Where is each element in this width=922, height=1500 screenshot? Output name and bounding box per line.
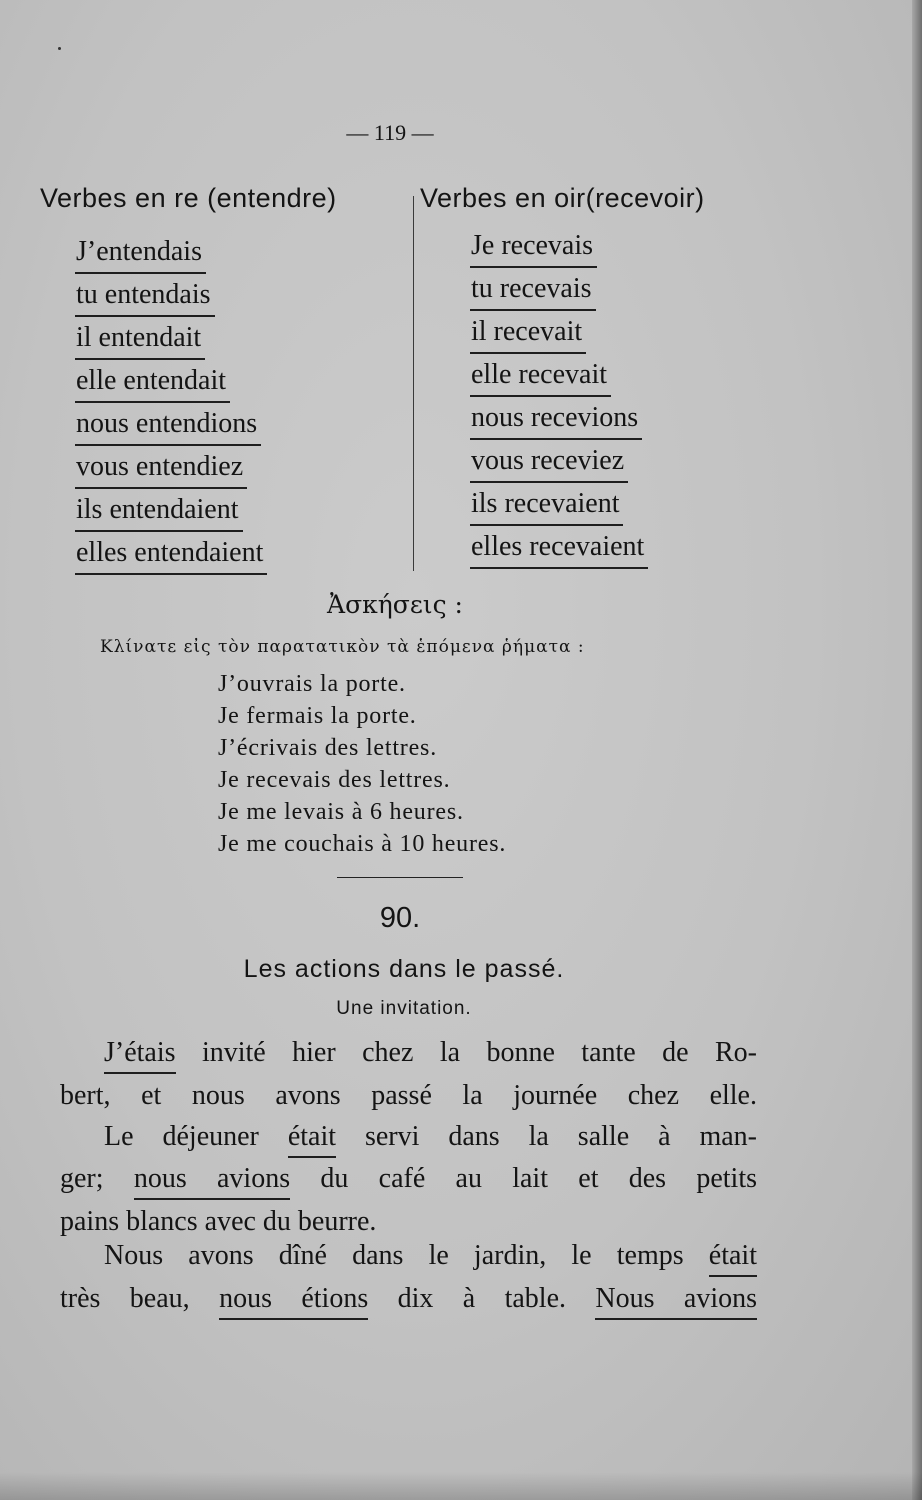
verb-form: tu entendais <box>75 275 215 317</box>
verb-form: vous receviez <box>470 441 628 483</box>
verb-form: elles entendaient <box>75 533 267 575</box>
verb-form: nous recevions <box>470 398 642 440</box>
list-item <box>470 484 648 527</box>
underlined-verb: Nous avions <box>595 1283 757 1320</box>
underlined-verb: nous étions <box>219 1283 368 1320</box>
column-heading-recevoir: Verbes en oir(recevoir) <box>420 183 705 213</box>
underlined-verb: était <box>709 1240 757 1277</box>
verb-form: ils recevaient <box>470 484 623 526</box>
text-line <box>104 1121 757 1153</box>
text-line: bert, et nous avons passé la journée chez elle. <box>60 1080 757 1111</box>
text-run: Nous avons dîné dans le jardin, le temps <box>104 1240 709 1271</box>
text-line <box>60 1283 757 1315</box>
section-number: 90. <box>379 902 421 934</box>
exercises-title: Ἀσκήσεις : <box>327 590 463 619</box>
list-item <box>470 527 648 570</box>
verb-form: nous entendions <box>75 404 261 446</box>
section-divider <box>337 877 463 878</box>
exercise-sentence: Je recevais des lettres. <box>218 767 451 793</box>
verb-form: elles recevaient <box>470 527 648 569</box>
list-item <box>75 361 267 404</box>
text-run: très beau, <box>60 1283 220 1314</box>
text-run: dix à table. <box>368 1283 596 1314</box>
list-item <box>470 269 648 312</box>
list-item <box>75 318 267 361</box>
verb-form: J’entendais <box>75 232 206 274</box>
exercises-instruction: Κλίνατε εἰς τὸν παρατατικὸν τὰ ἑπόμενα ῥήματα : <box>100 637 585 657</box>
page-number: — 119 — <box>346 120 434 145</box>
exercise-sentence-list <box>218 668 506 860</box>
text-line <box>104 1037 757 1069</box>
list-item <box>470 441 648 484</box>
exercise-sentence: Je me couchais à 10 heures. <box>218 831 507 857</box>
exercise-sentence: Je me levais à 6 heures. <box>218 799 464 825</box>
text-run: invité hier chez la bonne tante de Ro- <box>175 1037 757 1068</box>
list-item <box>75 490 267 533</box>
verb-form: tu recevais <box>470 269 596 311</box>
list-item <box>470 312 648 355</box>
list-item <box>75 404 267 447</box>
verb-form: Je recevais <box>470 226 597 268</box>
list-item <box>470 398 648 441</box>
list-item <box>75 447 267 490</box>
column-divider <box>413 196 414 571</box>
verb-form: il recevait <box>470 312 586 354</box>
text-run: du café au lait et des petits <box>290 1163 758 1194</box>
list-item <box>470 226 648 269</box>
column-heading-entendre: Verbes en re (entendre) <box>40 183 337 213</box>
underlined-verb: J’étais <box>104 1037 176 1074</box>
verb-form: ils entendaient <box>75 490 243 532</box>
entendre-conjugation-list <box>75 232 267 576</box>
list-item <box>75 275 267 318</box>
page-edge-shadow <box>912 0 922 1500</box>
list-item <box>75 232 267 275</box>
list-item <box>470 355 648 398</box>
exercise-sentence: Je fermais la porte. <box>218 703 417 729</box>
verb-form: elle entendait <box>75 361 230 403</box>
print-speck <box>58 47 61 50</box>
text-line: pains blancs avec du beurre. <box>60 1206 377 1237</box>
recevoir-conjugation-list <box>470 226 648 570</box>
underlined-verb: nous avions <box>134 1163 290 1200</box>
text-line <box>60 1163 757 1195</box>
exercise-sentence: J’écrivais des lettres. <box>218 735 437 761</box>
underlined-verb: était <box>288 1121 336 1158</box>
text-run: Le déjeuner <box>104 1121 288 1152</box>
text-line <box>104 1240 757 1272</box>
exercise-sentence: J’ouvrais la porte. <box>218 671 406 697</box>
verb-form: elle recevait <box>470 355 611 397</box>
list-item <box>75 533 267 576</box>
text-run: ger; <box>60 1163 134 1194</box>
verb-form: il entendait <box>75 318 205 360</box>
verb-form: vous entendiez <box>75 447 247 489</box>
section-title: Les actions dans le passé. <box>243 955 565 983</box>
page-bottom-shadow <box>0 1472 922 1500</box>
section-subtitle: Une invitation. <box>336 998 472 1019</box>
text-run: servi dans la salle à man- <box>336 1121 757 1152</box>
